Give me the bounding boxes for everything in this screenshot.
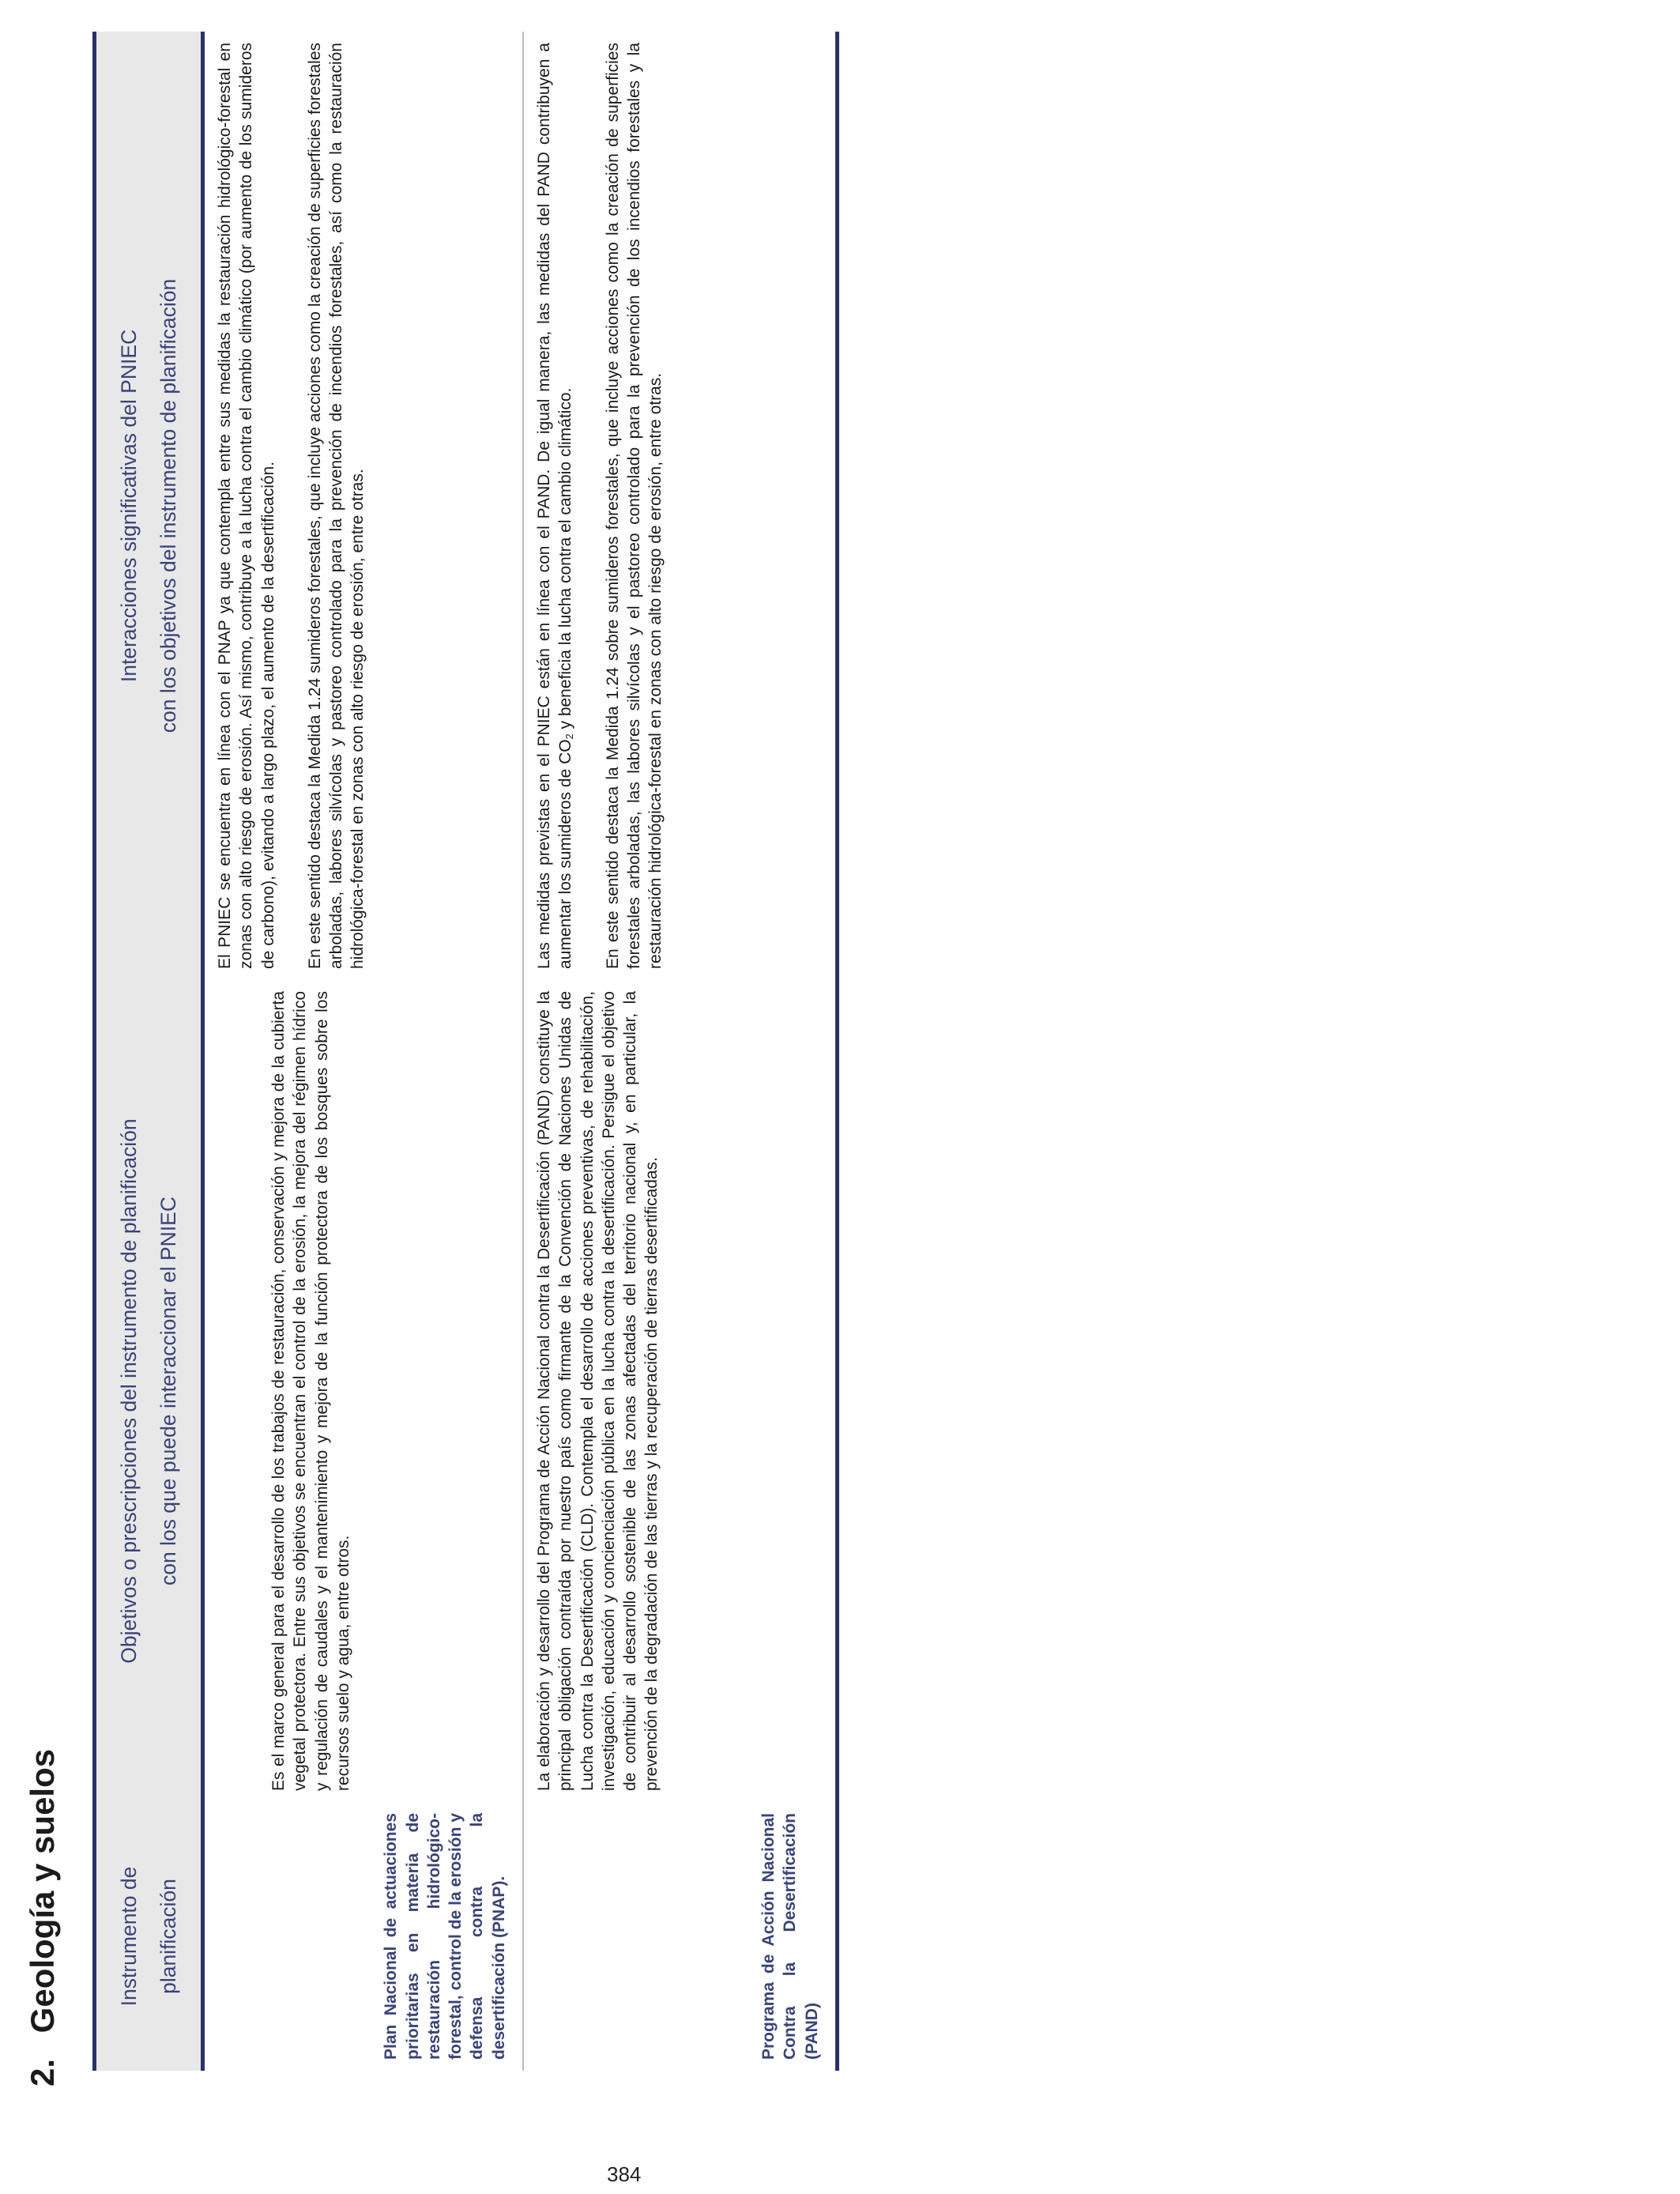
objectives-cell: Es el marco general para el desarrollo de los trabajos de restauración, conservación y mejora de la cubierta vegetal protectora. Entre sus objetivos se encuentran el control de la erosión, la mejora del régimen hídrico y regulación de caudales y el mantenimiento y mejora de la función protectora de los bosques sobre los recursos suelo y agua, entre otros.	[203, 980, 524, 1802]
header-objectives-line1: Objetivos o prescripciones del instrumento de planificación	[116, 1118, 141, 1664]
header-interactions-line2: con los objetivos del instrumento de planificación	[156, 278, 180, 733]
table-row	[203, 32, 524, 2071]
interaction-paragraph: Las medidas previstas en el PNIEC están en línea con el PAND. De igual manera, las medidas del PAND contribuyen a aumentar los sumideros de $CO_2$ y beneficia la lucha contra el cambio climático.	[535, 43, 576, 969]
header-interactions	[95, 32, 203, 980]
header-objectives	[95, 980, 203, 1802]
page-number: 384	[607, 2162, 642, 2186]
interactions-cell	[523, 32, 838, 980]
header-interactions-line1: Interacciones significativas del PNIEC	[116, 329, 141, 683]
table-row	[523, 32, 838, 2071]
section-heading	[24, 1749, 62, 2087]
objectives-cell: La elaboración y desarrollo del Programa de Acción Nacional contra la Desertificación (PAND) constituye la principal obligación contraída por nuestro país como firmante de la Convención de Naciones Unidas de Lucha contra la Desertificación (CLD). Contempla el desarrollo de acciones preventivas, de rehabilitación, investigación, educación y concienciación pública en la lucha contra la desertificación. Persigue el objetivo de contribuir al desarrollo sostenible de las zonas afectadas del territorio nacional y, en particular, la prevención de la degradación de las tierras y la recuperación de tierras desertificadas.	[523, 980, 838, 1802]
instrument-cell: Programa de Acción Nacional Contra la Desertificación (PAND)	[523, 1802, 838, 2071]
section-title: Geología y suelos	[24, 1748, 61, 2034]
interaction-paragraph: En este sentido destaca la Medida 1.24 sobre sumideros forestales, que incluye acciones como la creación de superficies forestales arboladas, las labores silvícolas y el pastoreo controlado para la prevención de los incendios forestales y la restauración hidrológica-forestal en zonas con alto riesgo de erosión, entre otras.	[603, 43, 665, 969]
table-header-row	[95, 32, 203, 2071]
interaction-paragraph: El PNIEC se encuentra en línea con el PNAP ya que contempla entre sus medidas la restauración hidrológico-forestal en zonas con alto riesgo de erosión. Así mismo, contribuye a la lucha contra el cambio climático (por aumento de los sumideros de carbono), evitando a largo plazo, el aumento de la desertificación.	[216, 43, 277, 969]
header-instrument: Instrumento de planificación	[95, 1802, 203, 2071]
instrument-cell: Plan Nacional de actuaciones prioritarias en materia de restauración hidrológico-forestal, control de la erosión y defensa contra la desertificación (PNAP).	[203, 1802, 524, 2071]
header-objectives-line2: con los que puede interaccionar el PNIEC	[156, 1197, 180, 1586]
interactions-cell	[203, 32, 524, 980]
section-number: 2.	[24, 2058, 61, 2087]
planning-instruments-table	[92, 32, 839, 2071]
interaction-paragraph: En este sentido destaca la Medida 1.24 sumideros forestales, que incluye acciones como la creación de superficies forestales arboladas, labores silvícolas y pastoreo controlado para la prevención de incendios forestales, así como la restauración hidrológica-forestal en zonas con alto riesgo de erosión, entre otras.	[305, 43, 367, 969]
